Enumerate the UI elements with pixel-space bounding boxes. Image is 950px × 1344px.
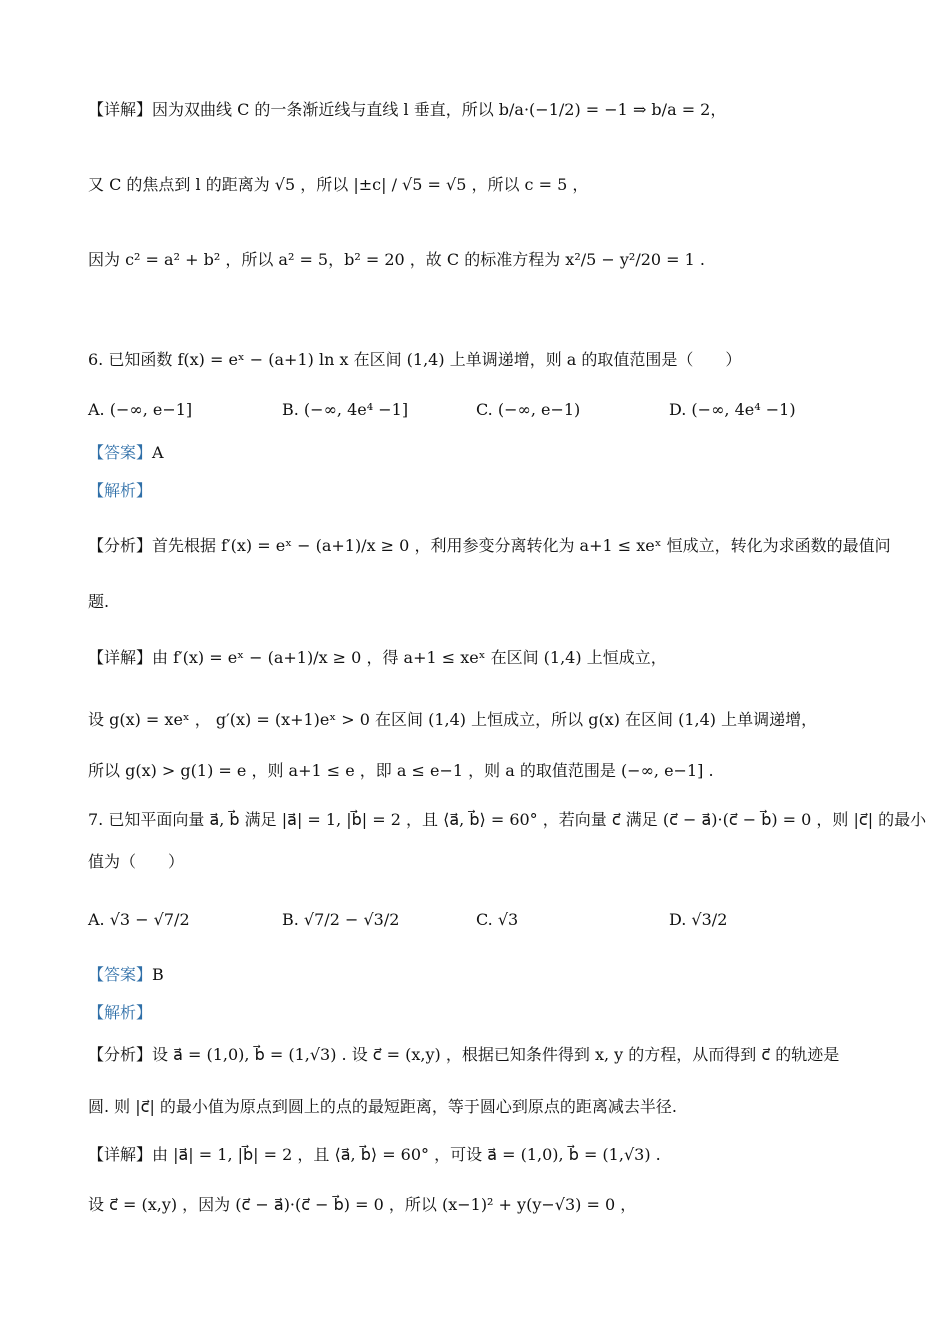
detail-text: 由 |a⃗| = 1, |b⃗| = 2 ，且 ⟨a⃗, b⃗⟩ = 60° ，可设 a⃗ = (1,0), b⃗ = (1,√3) . — [152, 1145, 661, 1164]
detail-text: 由 f′(x) = eˣ − (a+1)/x ≥ 0 ，得 a+1 ≤ xeˣ 在区间 (1,4) 上恒成立， — [152, 648, 667, 667]
question-7: 7. 已知平面向量 a⃗, b⃗ 满足 |a⃗| = 1, |b⃗| = 2 ，且 ⟨a⃗, b⃗⟩ = 60° ，若向量 c⃗ 满足 (c⃗ − a⃗)·(c⃗ − b⃗) = 0 ，则 |c⃗| 的最小 — [88, 810, 927, 829]
q6-option-a: A. (−∞, e−1] — [88, 400, 193, 419]
q7-answer — [88, 965, 164, 985]
answer-tag: 【答案】 — [88, 965, 153, 984]
question-6: 6. 已知函数 f(x) = eˣ − (a+1) ln x 在区间 (1,4) 上单调递增，则 a 的取值范围是（ ） — [88, 350, 742, 369]
q6-option-c: C. (−∞, e−1) — [476, 400, 581, 419]
q6-answer — [88, 443, 164, 463]
q7-detail-2: 设 c⃗ = (x,y) ，因为 (c⃗ − a⃗)·(c⃗ − b⃗) = 0 ，所以 (x−1)² + y(y−√3) = 0 ， — [88, 1195, 637, 1214]
q7-analysis-cont: 圆. 则 |c⃗| 的最小值为原点到圆上的点的最短距离，等于圆心到原点的距离减去半径. — [88, 1097, 678, 1116]
q7-jiexi-tag: 【解析】 — [88, 1003, 153, 1022]
analysis-text: 首先根据 f′(x) = eˣ − (a+1)/x ≥ 0 ，利用参变分离转化为 a+1 ≤ xeˣ 恒成立，转化为求函数的最值问 — [152, 536, 891, 555]
detail-tag: 【详解】 — [88, 648, 153, 667]
q7-option-d: D. √3/2 — [669, 910, 728, 929]
analysis-tag: 【分析】 — [88, 536, 153, 555]
answer-tag: 【答案】 — [88, 443, 153, 462]
answer-value: A — [152, 443, 164, 462]
q6-analysis-cont: 题. — [88, 592, 110, 611]
q6-option-d: D. (−∞, 4e⁴ −1) — [669, 400, 796, 419]
detail-tag: 【详解】 — [88, 1145, 153, 1164]
q7-analysis — [88, 1045, 839, 1065]
analysis-text: 设 a⃗ = (1,0), b⃗ = (1,√3) . 设 c⃗ = (x,y) ，根据已知条件得到 x, y 的方程，从而得到 c⃗ 的轨迹是 — [152, 1045, 840, 1064]
q7-option-b: B. √7/2 − √3/2 — [282, 910, 400, 929]
answer-value: B — [152, 965, 164, 984]
q6-detail-3: 所以 g(x) > g(1) = e ，则 a+1 ≤ e ，即 a ≤ e−1 ，则 a 的取值范围是 (−∞, e−1] . — [88, 761, 714, 780]
q7-option-c: C. √3 — [476, 910, 519, 929]
q6-detail-2: 设 g(x) = xeˣ ， g′(x) = (x+1)eˣ > 0 在区间 (1,4) 上恒成立，所以 g(x) 在区间 (1,4) 上单调递增， — [88, 710, 818, 729]
line-hyperbola-1: 【详解】因为双曲线 C 的一条渐近线与直线 l 垂直，所以 b/a·(−1/2) = −1 ⇒ b/a = 2， — [88, 100, 727, 119]
q6-option-b: B. (−∞, 4e⁴ −1] — [282, 400, 409, 419]
q6-jiexi-tag: 【解析】 — [88, 481, 153, 500]
line-hyperbola-2: 又 C 的焦点到 l 的距离为 √5 ，所以 |±c| / √5 = √5 ，所以 c = 5 ， — [88, 175, 589, 194]
q6-detail — [88, 648, 667, 668]
q7-detail — [88, 1145, 661, 1165]
line-hyperbola-3: 因为 c² = a² + b² ，所以 a² = 5，b² = 20 ，故 C 的标准方程为 x²/5 − y²/20 = 1 . — [88, 250, 706, 269]
analysis-tag: 【分析】 — [88, 1045, 153, 1064]
question-7-cont: 值为（ ） — [88, 852, 185, 871]
q6-analysis — [88, 536, 891, 556]
q7-option-a: A. √3 − √7/2 — [88, 910, 190, 929]
